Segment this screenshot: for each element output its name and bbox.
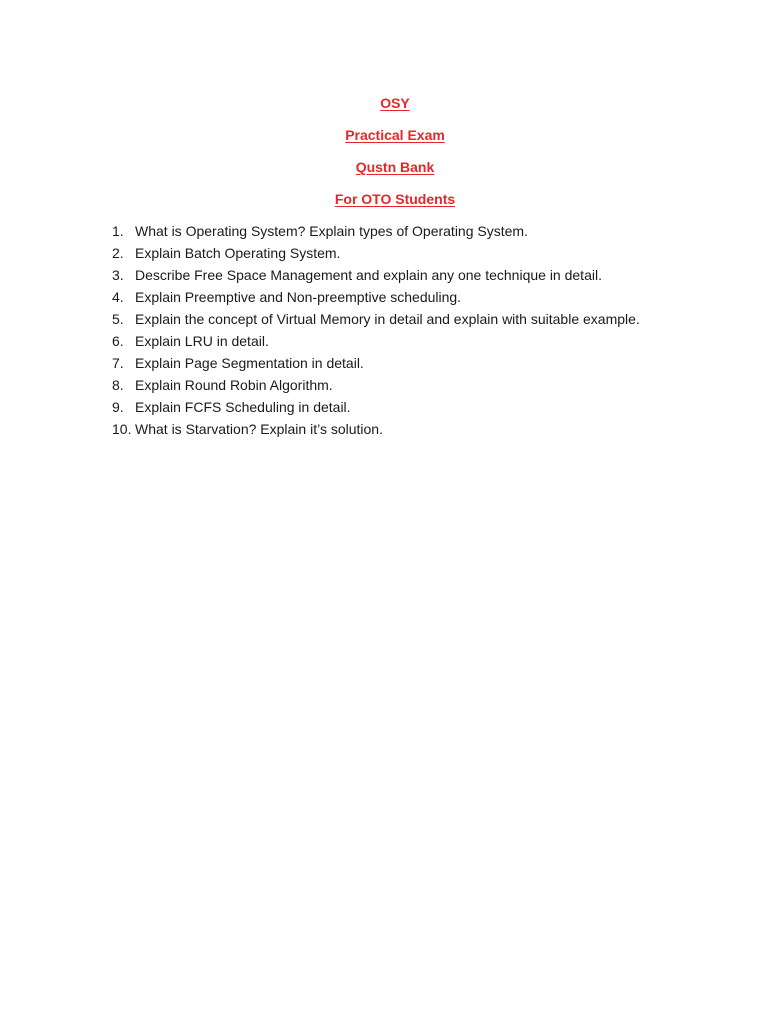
heading-audience: For OTO Students [334,191,456,207]
list-item [112,309,732,331]
title-block [0,93,768,221]
list-item [112,221,732,243]
list-item [112,243,732,265]
list-item [112,265,732,287]
list-item [112,353,732,375]
question-text: What is Starvation? Explain it’s solution. [135,421,383,437]
list-item [112,375,732,397]
list-item [112,287,732,309]
question-number: 6. [112,333,124,349]
list-item [112,397,732,419]
question-text: Explain Preemptive and Non-preemptive scheduling. [135,289,462,305]
heading-question-bank: Qustn Bank [355,159,435,175]
list-item [112,419,732,441]
question-number: 8. [112,377,124,393]
question-number: 2. [112,245,124,261]
question-text: Explain the concept of Virtual Memory in detail and explain with suitable example. [135,311,640,327]
question-text: Explain LRU in detail. [135,333,269,349]
question-text: What is Operating System? Explain types of Operating System. [135,223,528,239]
question-number: 3. [112,267,124,283]
heading-subject: OSY [380,95,410,111]
question-text: Explain FCFS Scheduling in detail. [135,399,351,415]
question-number: 7. [112,355,124,371]
question-text: Explain Page Segmentation in detail. [135,355,364,371]
question-text: Explain Batch Operating System. [135,245,341,261]
question-number: 9. [112,399,124,415]
question-number: 4. [112,289,124,305]
question-number: 10. [112,421,132,437]
list-item [112,331,732,353]
question-number: 1. [112,223,124,239]
question-number: 5. [112,311,124,327]
heading-exam-type: Practical Exam [345,127,445,143]
question-text: Describe Free Space Management and explain any one technique in detail. [135,267,602,283]
question-text: Explain Round Robin Algorithm. [135,377,333,393]
question-list [112,221,732,441]
